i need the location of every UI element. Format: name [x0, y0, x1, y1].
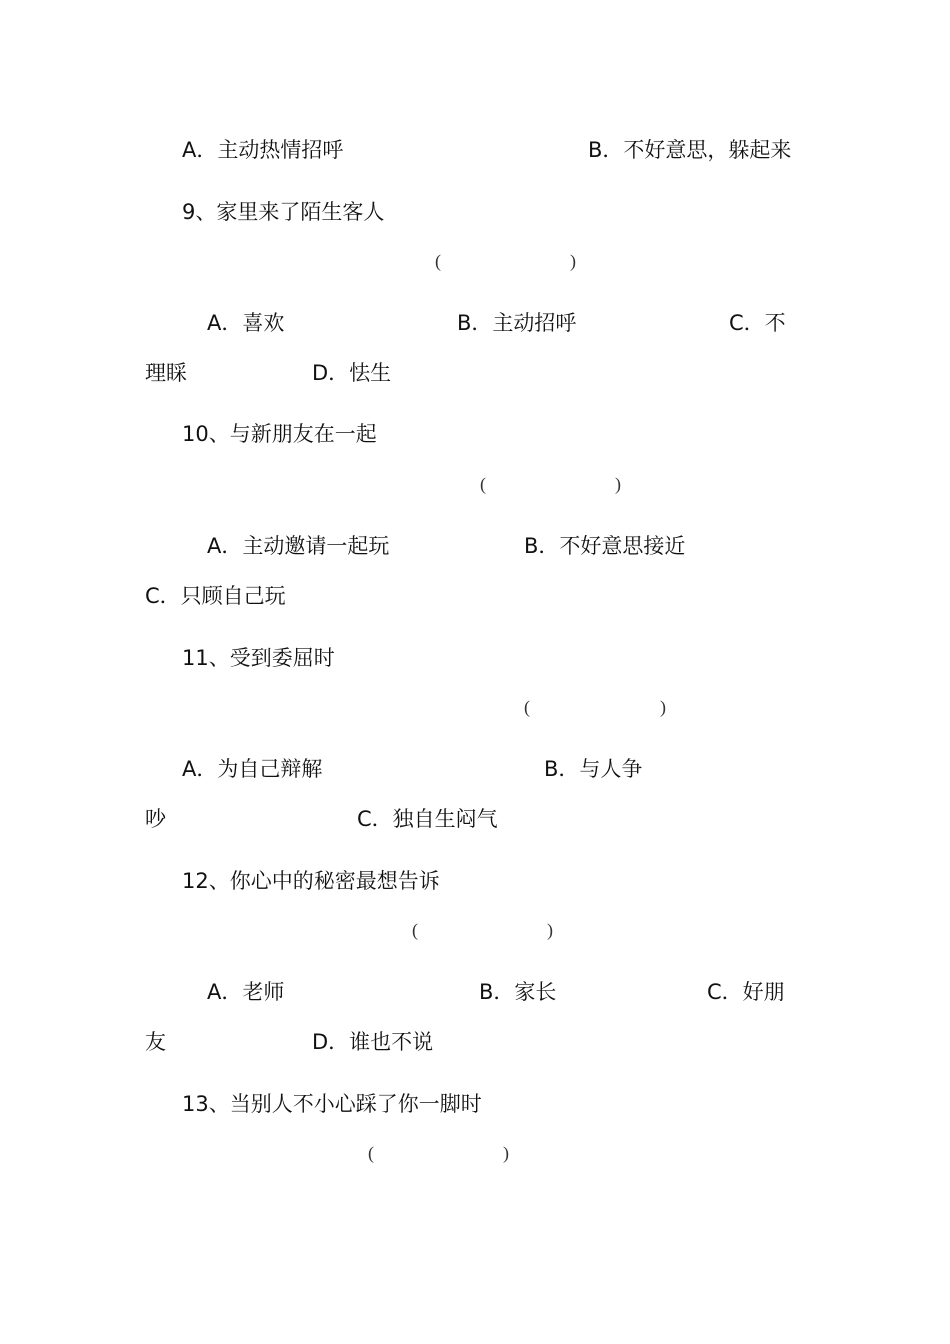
q13-stem: 13、当别人不小心踩了你一脚时: [182, 1092, 482, 1116]
q12-option-c-part2: 友: [145, 1030, 166, 1054]
q9-option-d: D．怯生: [312, 361, 392, 385]
q9-option-c-part1: C．不: [729, 311, 786, 335]
q11-option-c: C．独自生闷气: [357, 807, 498, 831]
q11-answer-paren-open: (: [524, 697, 530, 717]
q8-option-b: B．不好意思，躲起来: [588, 138, 792, 162]
q10-option-a: A．主动邀请一起玩: [207, 534, 390, 558]
q9-answer-paren-close: ): [570, 251, 576, 271]
q13-answer-paren-open: (: [368, 1143, 374, 1163]
q9-option-a: A．喜欢: [207, 311, 285, 335]
q10-option-c: C．只顾自己玩: [145, 584, 286, 608]
q11-option-b-part1: B．与人争: [544, 757, 643, 781]
q10-stem: 10、与新朋友在一起: [182, 422, 377, 446]
q10-answer-paren-open: (: [480, 474, 486, 494]
q10-answer-paren-close: ): [615, 474, 621, 494]
q13-answer-paren-close: ): [503, 1143, 509, 1163]
q12-option-b: B．家长: [479, 980, 557, 1004]
q9-stem: 9、家里来了陌生客人: [182, 200, 385, 224]
q9-option-b: B．主动招呼: [457, 311, 577, 335]
q9-answer-paren-open: (: [435, 251, 441, 271]
q11-option-a: A．为自己辩解: [182, 757, 323, 781]
q12-stem: 12、你心中的秘密最想告诉: [182, 869, 440, 893]
q12-option-a: A．老师: [207, 980, 285, 1004]
q12-option-d: D．谁也不说: [312, 1030, 434, 1054]
q10-option-b: B．不好意思接近: [524, 534, 686, 558]
q9-option-c-part2: 理睬: [145, 361, 187, 385]
q8-option-a: A．主动热情招呼: [182, 138, 344, 162]
q12-option-c-part1: C．好朋: [707, 980, 785, 1004]
q11-answer-paren-close: ): [660, 697, 666, 717]
q12-answer-paren-open: (: [412, 920, 418, 940]
q11-stem: 11、受到委屈时: [182, 646, 335, 670]
q11-option-b-part2: 吵: [145, 807, 166, 831]
q12-answer-paren-close: ): [547, 920, 553, 940]
